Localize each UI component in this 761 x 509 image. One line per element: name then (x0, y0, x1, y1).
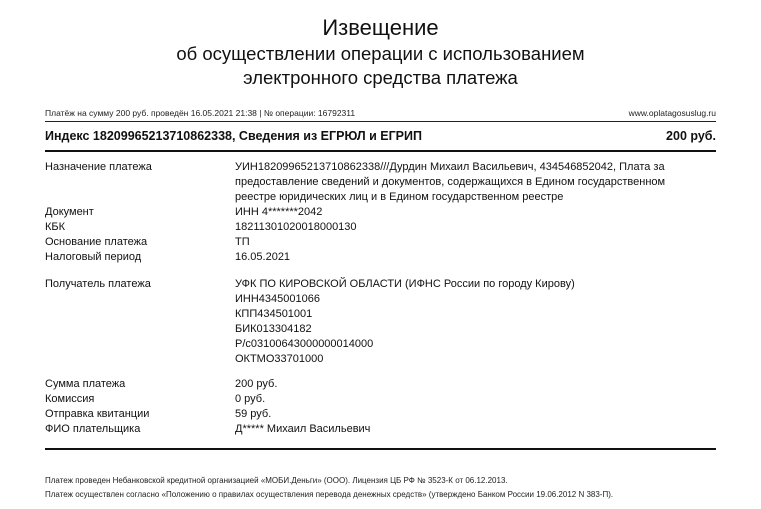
basis-label: Основание платежа (45, 236, 148, 248)
site-address: www.oplatagosuslug.ru (628, 108, 716, 118)
recipient-label: Получатель платежа (45, 278, 151, 290)
top-divider (45, 121, 716, 122)
purpose-line: реестре юридических лиц и в Едином государственном реестре (235, 191, 564, 203)
recipient-oktmo: ОКТМО33701000 (235, 353, 324, 365)
period-value: 16.05.2021 (235, 251, 291, 263)
payment-amount: 200 руб. (666, 129, 716, 143)
notice-subtitle-line-2: электронного средства платежа (243, 67, 518, 88)
recipient-inn: ИНН4345001066 (235, 293, 320, 305)
fee-value: 0 руб. (235, 393, 266, 405)
kbk-value: 18211301020018000130 (235, 221, 357, 233)
notice-title: Извещение (322, 15, 439, 40)
recipient-name: УФК ПО КИРОВСКОЙ ОБЛАСТИ (ИФНС России по городу Кирову) (235, 278, 575, 290)
payment-description: Индекс 18209965213710862338, Сведения из ЕГРЮЛ и ЕГРИП (45, 129, 422, 143)
document-label: Документ (45, 206, 94, 218)
document-value: ИНН 4*******2042 (235, 206, 323, 218)
bottom-divider (45, 448, 716, 450)
fee-label: Комиссия (45, 393, 95, 405)
payer-label: ФИО плательщика (45, 423, 141, 435)
sum-label: Сумма платежа (45, 378, 126, 390)
receipt-fee-label: Отправка квитанции (45, 408, 150, 420)
recipient-kpp: КПП434501001 (235, 308, 313, 320)
basis-value: ТП (235, 236, 250, 248)
purpose-label: Назначение платежа (45, 161, 152, 173)
notice-subtitle-line-1: об осуществлении операции с использованием (176, 43, 585, 64)
kbk-label: КБК (45, 221, 66, 233)
purpose-value (235, 160, 705, 205)
recipient-value (235, 277, 705, 367)
recipient-account: Р/с03100643000000014000 (235, 338, 374, 350)
payment-meta-info: Платёж на сумму 200 руб. проведён 16.05.2021 21:38 | № операции: 16792311 (45, 108, 356, 118)
notice-title-block (0, 14, 761, 90)
footer-notes (45, 474, 725, 502)
purpose-line: предоставление сведений и документов, содержащихся в Едином государственном (235, 176, 666, 188)
recipient-bik: БИК013304182 (235, 323, 312, 335)
payer-value: Д***** Михаил Васильевич (235, 423, 371, 435)
purpose-line: УИН18209965213710862338///Дурдин Михаил Васильевич, 434546852042, Плата за (235, 161, 665, 173)
receipt-fee-value: 59 руб. (235, 408, 272, 420)
heading-divider (45, 150, 716, 152)
footer-regulation-note: Платеж осуществлен согласно «Положению о правилах осуществления перевода денежных средств» (утверждено Банком России 19.06.2012 N 383-П). (45, 490, 614, 499)
sum-value: 200 руб. (235, 378, 278, 390)
footer-license-note: Платеж проведен Небанковской кредитной организацией «МОБИ.Деньги» (ООО). Лицензия ЦБ РФ № 3523-К от 06.12.2013. (45, 476, 508, 485)
period-label: Налоговый период (45, 251, 142, 263)
